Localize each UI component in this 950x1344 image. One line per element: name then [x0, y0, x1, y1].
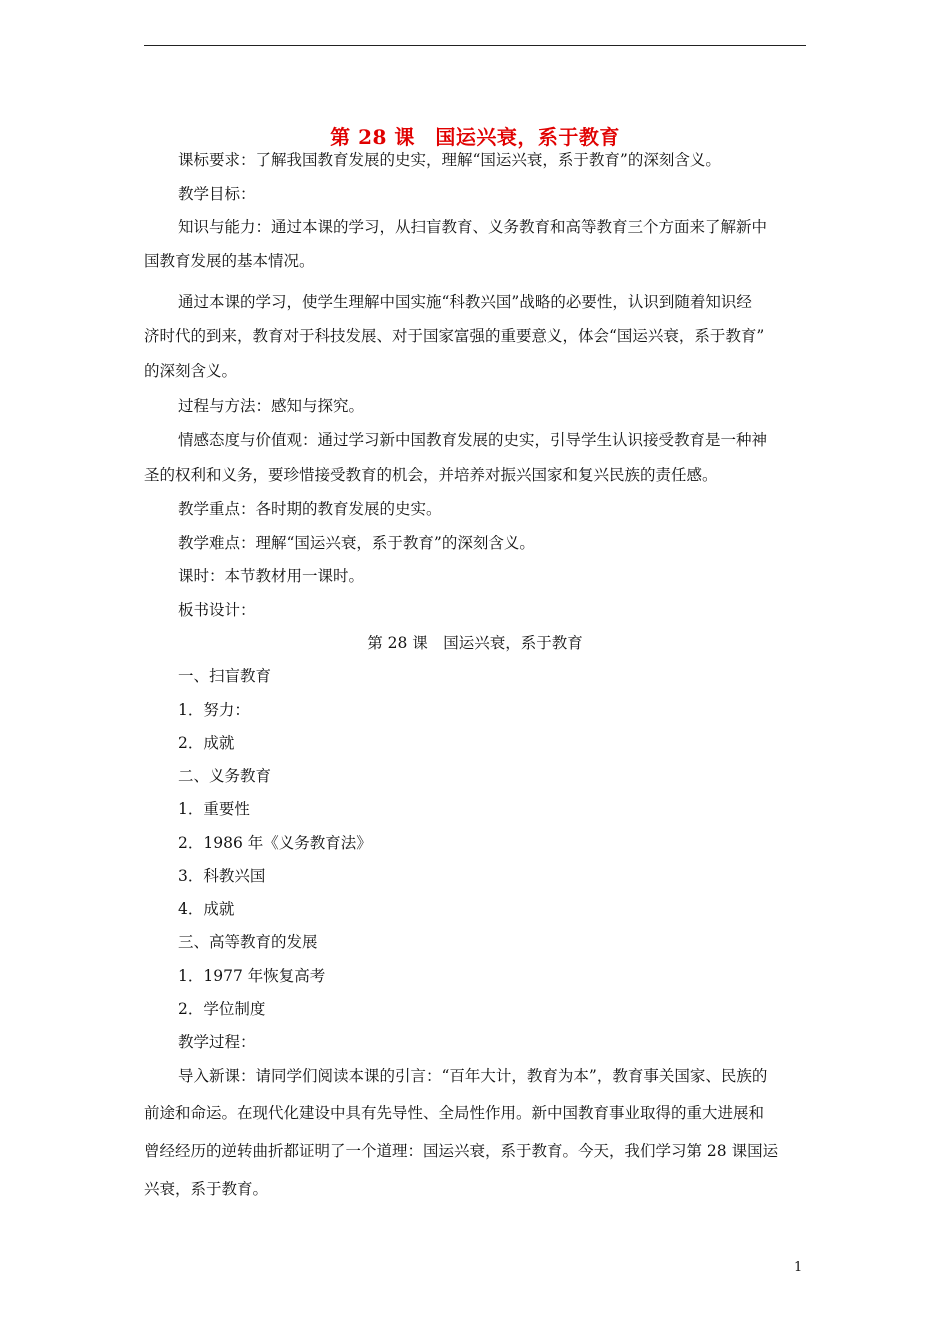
outline-item: 4．成就 [178, 900, 235, 918]
outline-item: 1．重要性 [178, 800, 250, 818]
introduction-line-1: 导入新课：请同学们阅读本课的引言：“百年大计，教育为本”，教育事关国家、民族的 [178, 1067, 768, 1085]
knowledge-ability-line-1: 知识与能力：通过本课的学习，从扫盲教育、义务教育和高等教育三个方面来了解新中 [178, 218, 768, 236]
teaching-goals-heading: 教学目标： [178, 185, 256, 203]
class-hours: 课时：本节教材用一课时。 [178, 567, 365, 585]
goal-paragraph-line-1: 通过本课的学习，使学生理解中国实施“科教兴国”战略的必要性，认识到随着知识经 [178, 293, 752, 311]
outline-item: 2．学位制度 [178, 1000, 266, 1018]
introduction-line-4: 兴衰，系于教育。 [144, 1180, 269, 1198]
header-rule [144, 45, 806, 46]
introduction-line-3: 曾经经历的逆转曲折都证明了一个道理：国运兴衰，系于教育。今天，我们学习第 28 课国运 [144, 1142, 779, 1160]
outline-item: 3．科教兴国 [178, 867, 266, 885]
attitude-values-line-2: 圣的权利和义务，要珍惜接受教育的机会，并培养对振兴国家和复兴民族的责任感。 [144, 466, 718, 484]
teaching-process-heading: 教学过程： [178, 1033, 256, 1051]
outline-item: 2．1986 年《义务教育法》 [178, 834, 372, 852]
attitude-values-line-1: 情感态度与价值观：通过学习新中国教育发展的史实，引导学生认识接受教育是一种神 [178, 431, 768, 449]
board-design-heading: 板书设计： [178, 601, 256, 619]
goal-paragraph-line-2: 济时代的到来，教育对于科技发展、对于国家富强的重要意义，体会“国运兴衰，系于教育” [144, 327, 765, 345]
outline-section-1: 一、扫盲教育 [178, 667, 272, 685]
standard-requirement: 课标要求：了解我国教育发展的史实，理解“国运兴衰，系于教育”的深刻含义。 [178, 151, 721, 169]
process-method: 过程与方法：感知与探究。 [178, 397, 365, 415]
outline-item: 1．1977 年恢复高考 [178, 967, 326, 985]
outline-section-3: 三、高等教育的发展 [178, 933, 318, 951]
introduction-line-2: 前途和命运。在现代化建设中具有先导性、全局性作用。新中国教育事业取得的重大进展和 [144, 1104, 765, 1122]
outline-item: 2．成就 [178, 734, 235, 752]
board-title: 第 28 课 国运兴衰，系于教育 [367, 634, 583, 652]
goal-paragraph-line-3: 的深刻含义。 [144, 362, 238, 380]
knowledge-ability-line-2: 国教育发展的基本情况。 [144, 252, 315, 270]
teaching-focus: 教学重点：各时期的教育发展的史实。 [178, 500, 442, 518]
lesson-title: 第 28 课 国运兴衰，系于教育 [330, 125, 620, 149]
page-number: 1 [794, 1260, 803, 1275]
outline-section-2: 二、义务教育 [178, 767, 272, 785]
teaching-difficulty: 教学难点：理解“国运兴衰，系于教育”的深刻含义。 [178, 534, 535, 552]
outline-item: 1．努力： [178, 701, 250, 719]
